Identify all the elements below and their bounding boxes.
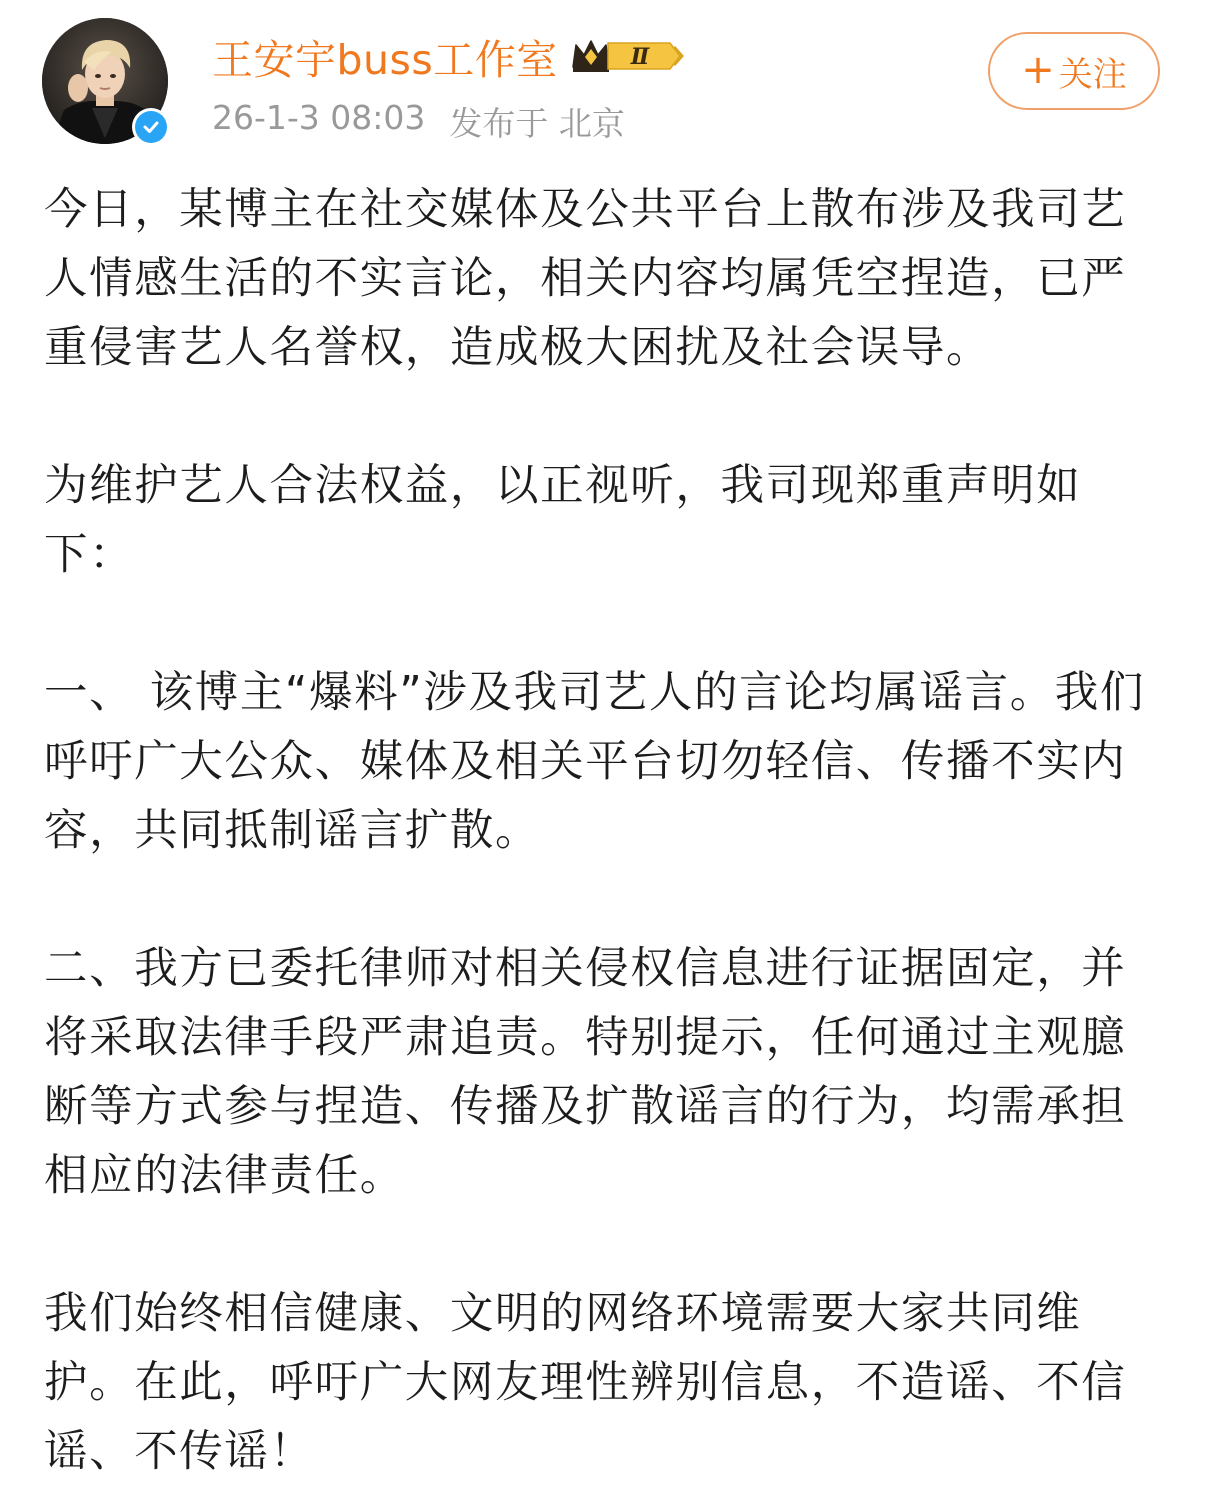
post-timestamp: 26-1-3 08:03 [212,98,426,137]
vip-badge[interactable] [570,36,686,76]
avatar-container[interactable] [42,18,168,144]
crown-vip-badge-icon [570,35,686,77]
post-paragraph: 二、我方已委托律师对相关侵权信息进行证据固定，并将采取法律手段严肃追责。特别提示，任何通过主观臆断等方式参与捏造、传播及扩散谣言的行为，均需承担相应的法律责任。 [44,944,1127,1201]
post-meta [212,98,625,145]
post-paragraph: 一、 该博主“爆料”涉及我司艺人的言论均属谣言。我们呼吁广大公众、媒体及相关平台切勿轻信、传播不实内容，共同抵制谣言扩散。 [44,668,1145,856]
verified-badge [132,108,170,146]
post-location: 发布于 北京 [449,104,625,143]
post-paragraph: 今日，某博主在社交媒体及公共平台上散布涉及我司艺人情感生活的不实言论，相关内容均属凭空捏造，已严重侵害艺人名誉权，造成极大困扰及社会误导。 [44,185,1127,373]
post-paragraph: 我们始终相信健康、文明的网络环境需要大家共同维护。在此，呼吁广大网友理性辨别信息，不造谣、不信谣、不传谣！ [44,1289,1127,1477]
post-paragraph: 为维护艺人合法权益，以正视听，我司现郑重声明如下： [44,461,1082,580]
post-header [0,0,1206,160]
post-body [44,176,1154,1487]
author-name[interactable]: 王安宇buss工作室 [212,35,558,84]
follow-button[interactable] [988,32,1160,110]
plus-icon: + [1021,47,1055,93]
verified-check-icon [135,111,167,143]
author-row [212,28,686,84]
follow-label: 关注 [1058,54,1127,95]
vip-level-text: Ⅱ [630,44,650,70]
